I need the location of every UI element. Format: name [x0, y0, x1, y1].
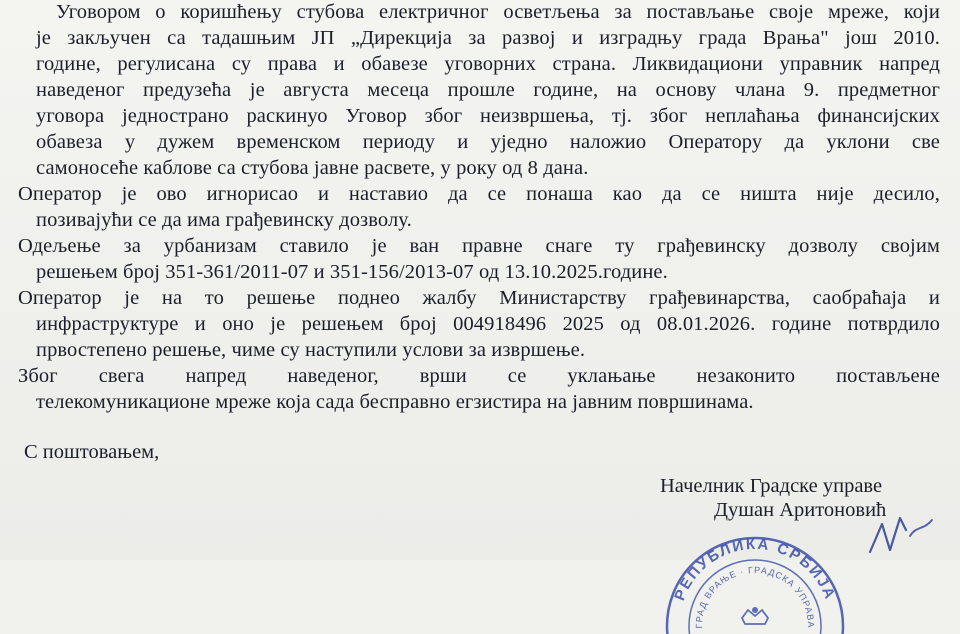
svg-text:ГРАД ВРАЊЕ · ГРАДСКА УПРАВА — [694, 565, 816, 629]
paragraph-line: године, регулисана су права и обавезе уговорних страна. Ликвидациони управник напред — [36, 53, 940, 75]
official-stamp — [660, 514, 850, 634]
stamp-outer-text: РЕПУБЛИКА СРБИЈА — [671, 535, 839, 603]
paragraph-line: је закључен са тадашњим ЈП „Дирекција за развој и изградњу града Врања" још 2010. — [36, 27, 940, 49]
paragraph-line: Уговором о коришћењу стубова електричног осветљења за постављање своје мреже, који — [56, 1, 940, 23]
closing-greeting: С поштовањем, — [24, 441, 160, 463]
signatory-title: Начелник Градске управе — [660, 475, 883, 497]
signatory-name: Душан Аритоновић — [714, 499, 887, 521]
paragraph-line: Оператор је ово игнорисао и наставио да се понаша као да се ништа није десило, — [18, 183, 940, 205]
paragraph-line: уговора једнострано раскинуо Уговор због неизвршења, тј. због неплаћања финансијских — [36, 105, 940, 127]
paragraph-line: првостепено решење, чиме су наступили услови за извршење. — [36, 339, 586, 361]
paragraph-line: решењем број 351-361/2011-07 и 351-156/2013-07 од 13.10.2025.године. — [36, 261, 668, 283]
paragraph-line: наведеног предузећа је августа месеца прошле године, на основу члана 9. предметног — [36, 79, 940, 101]
paragraph-line: Због свега напред наведеног, врши се уклањање незаконито постављене — [18, 365, 940, 387]
paragraph-line: телекомуникационе мреже која сада бесправно егзистира на јавним површинама. — [36, 391, 754, 413]
paragraph-line: Одељење за урбанизам ставило је ван правне снаге ту грађевинску дозволу својим — [18, 235, 940, 257]
paragraph-line: самоносеће каблове са стубова јавне расвете, у року од 8 дана. — [36, 157, 589, 179]
paragraph-line: обавеза у дужем временском периоду и уједно наложио Оператору да уклони све — [36, 131, 940, 153]
svg-text:РЕПУБЛИКА СРБИЈА — [671, 536, 839, 603]
paragraph-line: позивајући се да има грађевинску дозволу. — [36, 209, 412, 231]
coat-of-arms-icon — [742, 607, 768, 624]
stamp-inner-text: ГРАД ВРАЊЕ · ГРАДСКА УПРАВА — [693, 564, 817, 629]
paragraph-line: Оператор је на то решење поднео жалбу Министарству грађевинарства, саобраћаја и — [18, 287, 940, 309]
paragraph-line: инфраструктуре и оно је решењем број 004918496 2025 од 08.01.2026. године потврдило — [36, 313, 940, 335]
